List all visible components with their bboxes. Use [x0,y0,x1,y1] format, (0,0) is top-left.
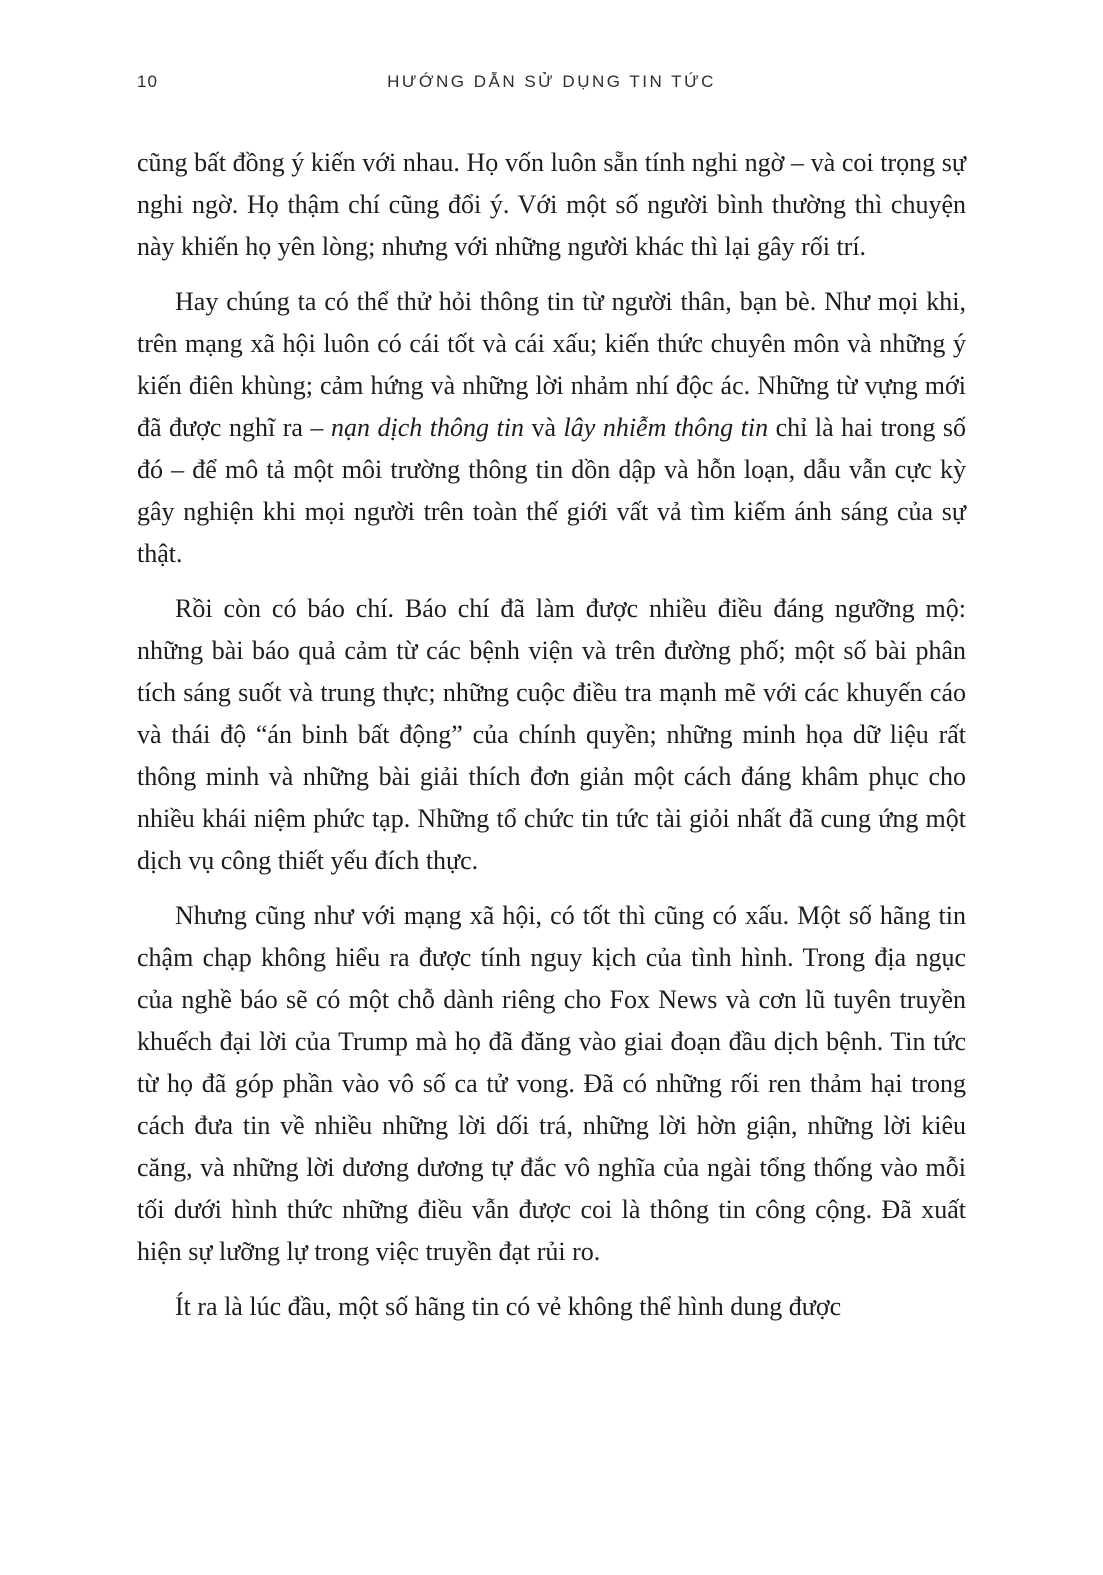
running-title: HƯỚNG DẪN SỬ DỤNG TIN TỨC [387,72,716,91]
paragraph-3: Rồi còn có báo chí. Báo chí đã làm được nhiều điều đáng ngưỡng mộ: những bài báo quả cảm từ các bệnh viện và trên đường phố; một số bài phân tích sáng suốt và trung thực; những cuộc điều tra mạnh mẽ với các khuyến cáo và thái độ “án binh bất động” của chính quyền; những minh họa dữ liệu rất thông minh và những bài giải thích đơn giản một cách đáng khâm phục cho nhiều khái niệm phức tạp. Những tổ chức tin tức tài giỏi nhất đã cung ứng một dịch vụ công thiết yếu đích thực. [137,594,966,875]
paragraph-2: Hay chúng ta có thể thử hỏi thông tin từ người thân, bạn bè. Như mọi khi, trên mạng xã hội luôn có cái tốt và cái xấu; kiến thức chuyên môn và những ý kiến điên khùng; cảm hứng và những lời nhảm nhí độc ác. Những từ vựng mới đã được nghĩ ra – nạn dịch thông tin và lây nhiễm thông tin chỉ là hai trong số đó – để mô tả một môi trường thông tin dồn dập và hỗn loạn, dẫu vẫn cực kỳ gây nghiện khi mọi người trên toàn thế giới vất vả tìm kiếm ánh sáng của sự thật. [137,287,966,568]
paragraph-4: Nhưng cũng như với mạng xã hội, có tốt thì cũng có xấu. Một số hãng tin chậm chạp không hiểu ra được tính nguy kịch của tình hình. Trong địa ngục của nghề báo sẽ có một chỗ dành riêng cho Fox News và cơn lũ tuyên truyền khuếch đại lời của Trump mà họ đã đăng vào giai đoạn đầu dịch bệnh. Tin tức từ họ đã góp phần vào vô số ca tử vong. Đã có những rối ren thảm hại trong cách đưa tin về nhiều những lời dối trá, những lời hờn giận, những lời kiêu căng, và những lời dương dương tự đắc vô nghĩa của ngài tổng thống vào mỗi tối dưới hình thức những điều vẫn được coi là thông tin công cộng. Đã xuất hiện sự lưỡng lự trong việc truyền đạt rủi ro. [137,901,966,1266]
page-number: 10 [137,72,158,91]
paragraph-1: cũng bất đồng ý kiến với nhau. Họ vốn luôn sẵn tính nghi ngờ – và coi trọng sự nghi ngờ. Họ thậm chí cũng đổi ý. Với một số người bình thường thì chuyện này khiến họ yên lòng; nhưng với những người khác thì lại gây rối trí. [137,148,966,261]
page-header [137,72,966,94]
page-body [137,142,966,1328]
paragraph-5: Ít ra là lúc đầu, một số hãng tin có vẻ không thể hình dung được [175,1292,842,1321]
